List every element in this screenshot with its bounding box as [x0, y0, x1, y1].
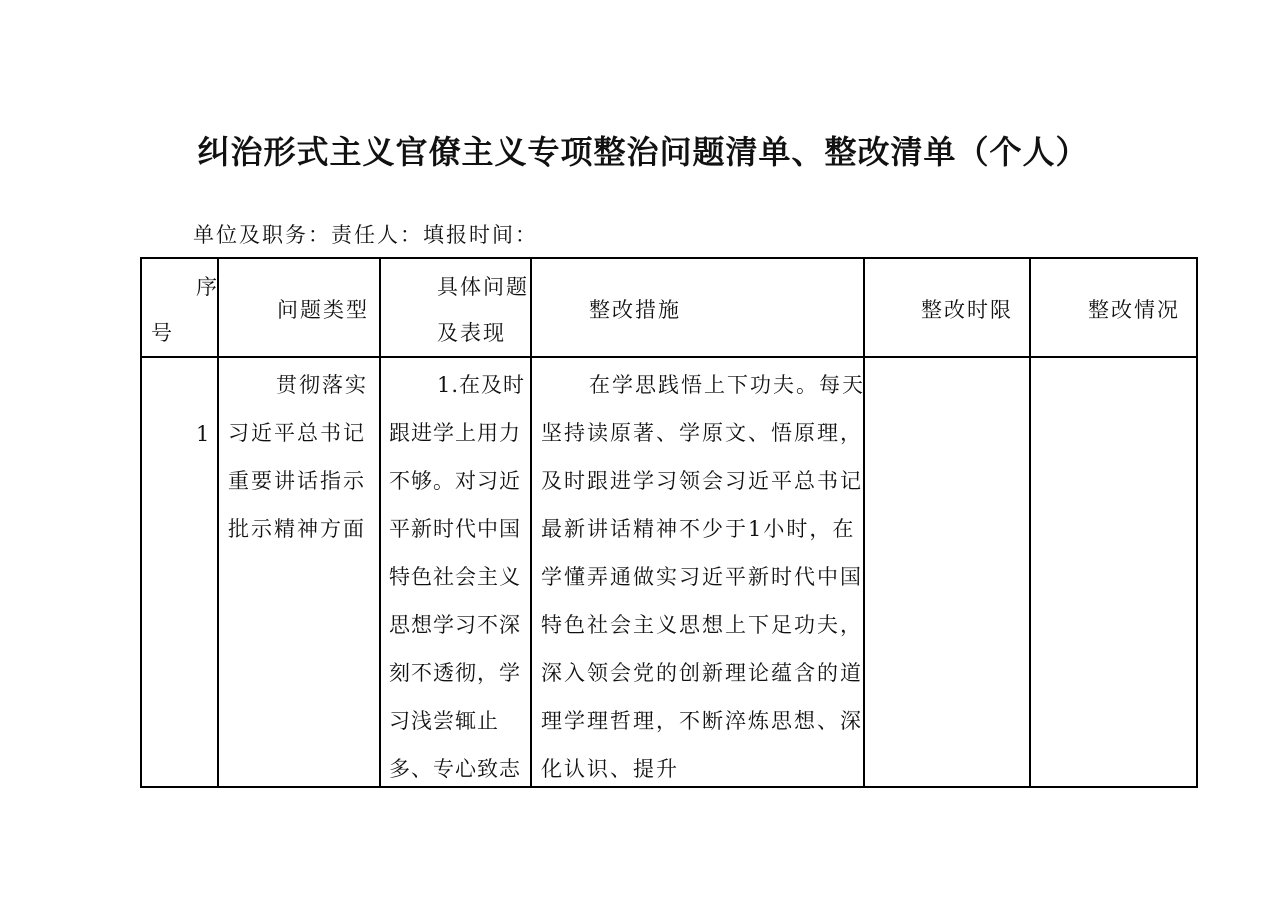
col-divider-2 — [379, 257, 381, 788]
header-issue-part1: 具体问题 — [437, 275, 529, 299]
row-seq: 1 — [196, 422, 212, 446]
table-border-left — [140, 257, 142, 788]
table-border-right — [1196, 257, 1198, 788]
header-deadline: 整改时限 — [921, 298, 1013, 322]
header-seq-part2: 号 — [151, 321, 174, 345]
table-border-bottom — [140, 786, 1198, 788]
col-divider-5 — [1029, 257, 1031, 788]
row-measures: 在学思践悟上下功夫。每天坚持读原著、学原文、悟原理，及时跟进学习领会习近平总书记最新讲话精神不少于1小时，在学懂弄通做实习近平新时代中国特色社会主义思想上下足功夫，深入领会党的创新理论蕴含的道理学理哲理，不断淬炼思想、深化认识、提升 — [541, 373, 865, 781]
header-issue-part2: 及表现 — [437, 321, 506, 345]
row-problem-type: 贯彻落实习近平总书记重要讲话指示批示精神方面 — [228, 373, 368, 541]
form-meta-line: 单位及职务：责任人：填报时间： — [193, 223, 538, 247]
header-seq-part1: 序 — [196, 275, 219, 299]
table-border-top — [140, 257, 1198, 259]
document-title: 纠治形式主义官僚主义专项整治问题清单、整改清单（个人） — [197, 133, 1089, 171]
row-issue-detail: 1.在及时跟进学上用力不够。对习近平新时代中国特色社会主义思想学习不深刻不透彻，学习浅尝辄止多、专心致志 — [389, 373, 526, 781]
header-status: 整改情况 — [1088, 298, 1180, 322]
col-divider-1 — [217, 257, 219, 788]
table-header-divider — [140, 356, 1198, 358]
header-measures: 整改措施 — [589, 298, 681, 322]
header-problem-type: 问题类型 — [277, 298, 369, 322]
